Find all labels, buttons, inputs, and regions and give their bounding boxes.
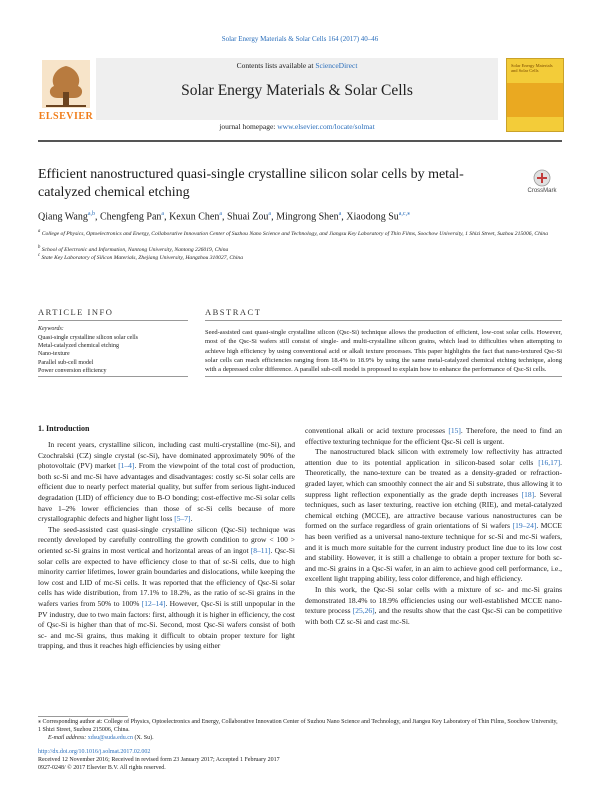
doi-link[interactable]: http://dx.doi.org/10.1016/j.solmat.2017.02.002 [38,749,151,755]
masthead-rule [38,140,562,142]
cover-band [507,83,563,117]
contents-line [96,61,498,70]
received-dates: Received 12 November 2016; Received in revised form 23 January 2017; Accepted 1 February 2017 [38,757,280,763]
journal-cover-thumbnail [506,58,564,132]
paragraph-text: The nanostructured black silicon with extremely low reflectivity has attracted attention due to its potential application in silicon-based solar cells [305,447,562,467]
paragraph-text: . Several techniques, such as laser texturing, reactive ion etching (RIE), and metal-catalyzed chemical etching (MCCE), are attractive because various nanostructures can be formed on the surface regardless of grain orientations of Si wafers [305,489,562,531]
elsevier-tree-icon [38,58,94,110]
contents-prefix: Contents lists available at [236,61,316,70]
keyword-item: Nano-texture [38,351,70,358]
author-name: Qiang Wang [38,211,88,223]
email-label: E-mail address: [48,735,88,741]
citation-link[interactable]: [12–14] [141,598,166,608]
author-affiliation-marker[interactable]: a,c,⁎ [398,211,411,217]
author-name: Xiaodong Su [346,211,399,223]
body-paragraph [305,585,562,627]
corresponding-author-note: ⁎ Corresponding author at: College of Physics, Optoelectronics and Energy, Collaborative Innovation Center of Suzhou Nano Science and Technology, and Jiangsu Key Laboratory of Thin Films, Soochow University, 1 Shizi Street, Suzhou 215006, China. [38,719,558,733]
body-paragraph [305,426,562,447]
paragraph-text: . Therefore, the need to find an effective texturing technique for the efficient Qsc-Si cell is urgent. [305,426,562,446]
author-affiliation-marker[interactable]: a [268,211,272,217]
paragraph-text: In this work, the Qsc-Si solar cells with a mixture of sc- and mc-Si grains demonstrated 18.4% to 18.9% efficiencies using our well-established MCCE nano-texture process [305,584,562,616]
email-line [38,735,572,743]
citation-link[interactable]: [15] [448,426,461,435]
citation-link[interactable]: [16,17] [538,457,561,467]
crossmark-label: CrossMark [527,188,557,194]
keywords-list [38,334,188,375]
citation-link[interactable]: [5–7] [174,514,191,524]
keyword-item: Parallel sub-cell model [38,359,94,366]
abstract-bottom-rule [205,376,562,377]
homepage-link[interactable]: www.elsevier.com/locate/solmat [277,122,375,131]
abstract-rule [205,320,562,321]
crossmark-icon [522,168,562,194]
paragraph-text: conventional alkali or acid texture processes [305,426,449,435]
author-name: Shuai Zou [227,211,269,223]
paragraph-text: . However, Qsc-Si is still unpopular in the PV industry, due to two main factors: first, although it is higher in efficiency, the cost of Qsc-Si is higher than that of mc-Si. Second, most Qsc-Si wafers consist of both sc- and mc-Si grains, thus making it difficult to obtain proper texture for light trapping, and thus it reaches high efficiencies by using either [38,598,295,651]
body-paragraph [38,440,295,525]
section-heading: 1. Introduction [38,424,90,433]
crossmark-badge[interactable] [522,168,562,199]
journal-homepage-line [96,122,498,131]
author-affiliation-marker[interactable]: a,b [87,211,96,217]
body-paragraph [305,447,562,585]
keyword-item: Quasi-single crystalline silicon solar cells [38,335,138,341]
footnote-rule [38,716,128,717]
affiliation-c: $^c$ State Key Laboratory of Silicon Materials, Zhejiang University, Hangzhou 310027, China [38,253,244,261]
email-link[interactable]: xdsu@suda.edu.cn [87,735,133,741]
homepage-prefix: journal homepage: [219,122,278,131]
cover-title: Solar Energy Materials and Solar Cells [511,63,553,74]
author-name: Mingrong Shen [276,211,339,223]
article-title: Efficient nanostructured quasi-single crystalline silicon solar cells by metal-catalyzed chemical etching [38,167,464,200]
citation-link[interactable]: [19–24] [512,521,537,531]
paragraph-text: The seed-assisted cast quasi-single crystalline silicon (Qsc-Si) technique was recently developed by carefully controlling the growth condition to grow < 100 > oriented sc-Si grains in most vertical and horizontal areas of an ingot [38,524,295,555]
author-affiliation-marker[interactable]: a [338,211,342,217]
affiliation-a: $^a$ College of Physics, Optoelectronics and Energy, Collaborative Innovation Center of Suzhou Nano Science and Technology, and Jiangsu Key Laboratory of Thin Films, Soochow University, 1 Shizi Street, Suzhou 215006, China [38,229,549,237]
elsevier-logo [38,58,94,122]
copyright-line: 0927-0248/ © 2017 Elsevier B.V. All rights reserved. [38,765,166,771]
keyword-item: Metal-catalyzed chemical etching [38,343,119,350]
author-name: Kexun Chen [169,211,220,223]
paragraph-text: . [190,514,193,524]
author-affiliation-marker[interactable]: a [219,211,223,217]
abstract-heading: ABSTRACT [205,307,262,317]
left-column [38,440,295,652]
author-affiliation-marker[interactable]: a [161,211,165,217]
body-paragraph [38,525,295,652]
keywords-bottom-rule [38,376,188,377]
paragraph-text: In recent years, crystalline silicon, including cast multi-crystalline (mc-Si), and Czochralski (CZ) single crystal (sc-Si), have dominated approximately 90% of the photovoltaic (PV) market [38,440,295,471]
affiliation-b: $^b$ School of Electronic and Information, Nantong University, Nantong 226019, China [38,245,229,253]
running-header[interactable]: Solar Energy Materials & Solar Cells 164 (2017) 40–46 [221,35,379,43]
author-list: Qiang Wang$^{a,b}$, Chengfeng Pan$^a$, Kexun Chen$^a$, Shuai Zou$^a$, Mingrong Shen$^a$, Xiaodong $Su^{a,c,⁎}$ [38,211,411,223]
citation-link[interactable]: [8–11] [250,545,271,555]
paragraph-text: . Theoretically, the nano-texture can be treated as a density-graded or refraction-graded layer, which can smoothly connect the air and Si substrate, thus allowing it to suppress light reflection exponentially as the grade depth increases [305,457,562,499]
article-info-rule [38,320,188,321]
citation-link[interactable]: [18] [521,489,535,499]
keyword-item: Power conversion efficiency [38,367,107,374]
paragraph-text: . Qsc-Si solar cells are expected to have efficiency close to that of sc-Si cells, due to high minority carrier lifetimes, lower grain boundaries and dislocations, while keeping the low cost and LID of mc-Si cells. It was reported that the efficiency of Qsc-Si solar cells has wide distribution, from 17.1% to 18.2%, as the ratio of sc-Si grains in the wafers varies from 50% to 100% [38,545,295,608]
right-column [305,426,562,627]
publisher-name: ELSEVIER [38,111,94,122]
paragraph-text: , and the results show that the cast Qsc-Si can be competitive with both CZ sc-Si and cast mc-Si. [305,606,562,626]
article-info-heading: ARTICLE INFO [38,307,114,317]
email-suffix: (X. Su). [132,735,154,741]
author-name: Chengfeng Pan [100,211,162,223]
paragraph-text: . From the viewpoint of the total cost of production, both sc-Si and mc-Si have advantages and disadvantages: costly sc-Si solar cells are efficient due to nearly perfect material quality, but suffer from serious light-induced degradation (LID) of efficiency due to B-O bonding; cost-effective mc-Si solar cells have 1–2% lower efficiencies than those of sc-Si cells because of more crystallographic defects and higher light loss [38,461,295,524]
paragraph-text: . MCCE has been verified as a universal nano-texture technique for sc-Si and mc-Si wafers, and it is much more suitable for the current industry product line due to its low cost and stability. However, it is still a challenge to obtain a proper texture for both sc- and mc-Si grains in a Qsc-Si wafer, in an aim to achieve good cell performance, i.e., excellent light trapping ability, less color difference, and high efficiency. [305,521,562,584]
masthead-center [96,58,498,120]
citation-link[interactable]: [1–4] [118,461,135,471]
sciencedirect-link[interactable]: ScienceDirect [315,61,358,70]
keywords-label: Keywords: [38,326,64,332]
journal-masthead [38,58,562,134]
citation-link[interactable]: [25,26] [352,606,375,616]
journal-name: Solar Energy Materials & Solar Cells [181,82,413,99]
abstract-text: Seed-assisted cast quasi-single crystalline silicon (Qsc-Si) technique allows the production of efficient, low-cost solar cells. However, most of the Qsc-Si wafers still consist of single- and multi-crystalline silicon grains, which lead to difficulties when attempting to achieve high efficiency by using conventional acid or alkali texture processes. This paper highlights the fact that nano-textured Qsc-Si solar cells can reach efficiencies ranging from 18.4% to 18.9% by using the same metal-catalyzed chemical etching technique, along with a depressed color difference. A parallel sub-cell model is proposed to explain how to enhance the performance of Qsc-Si cells. [205,329,562,374]
